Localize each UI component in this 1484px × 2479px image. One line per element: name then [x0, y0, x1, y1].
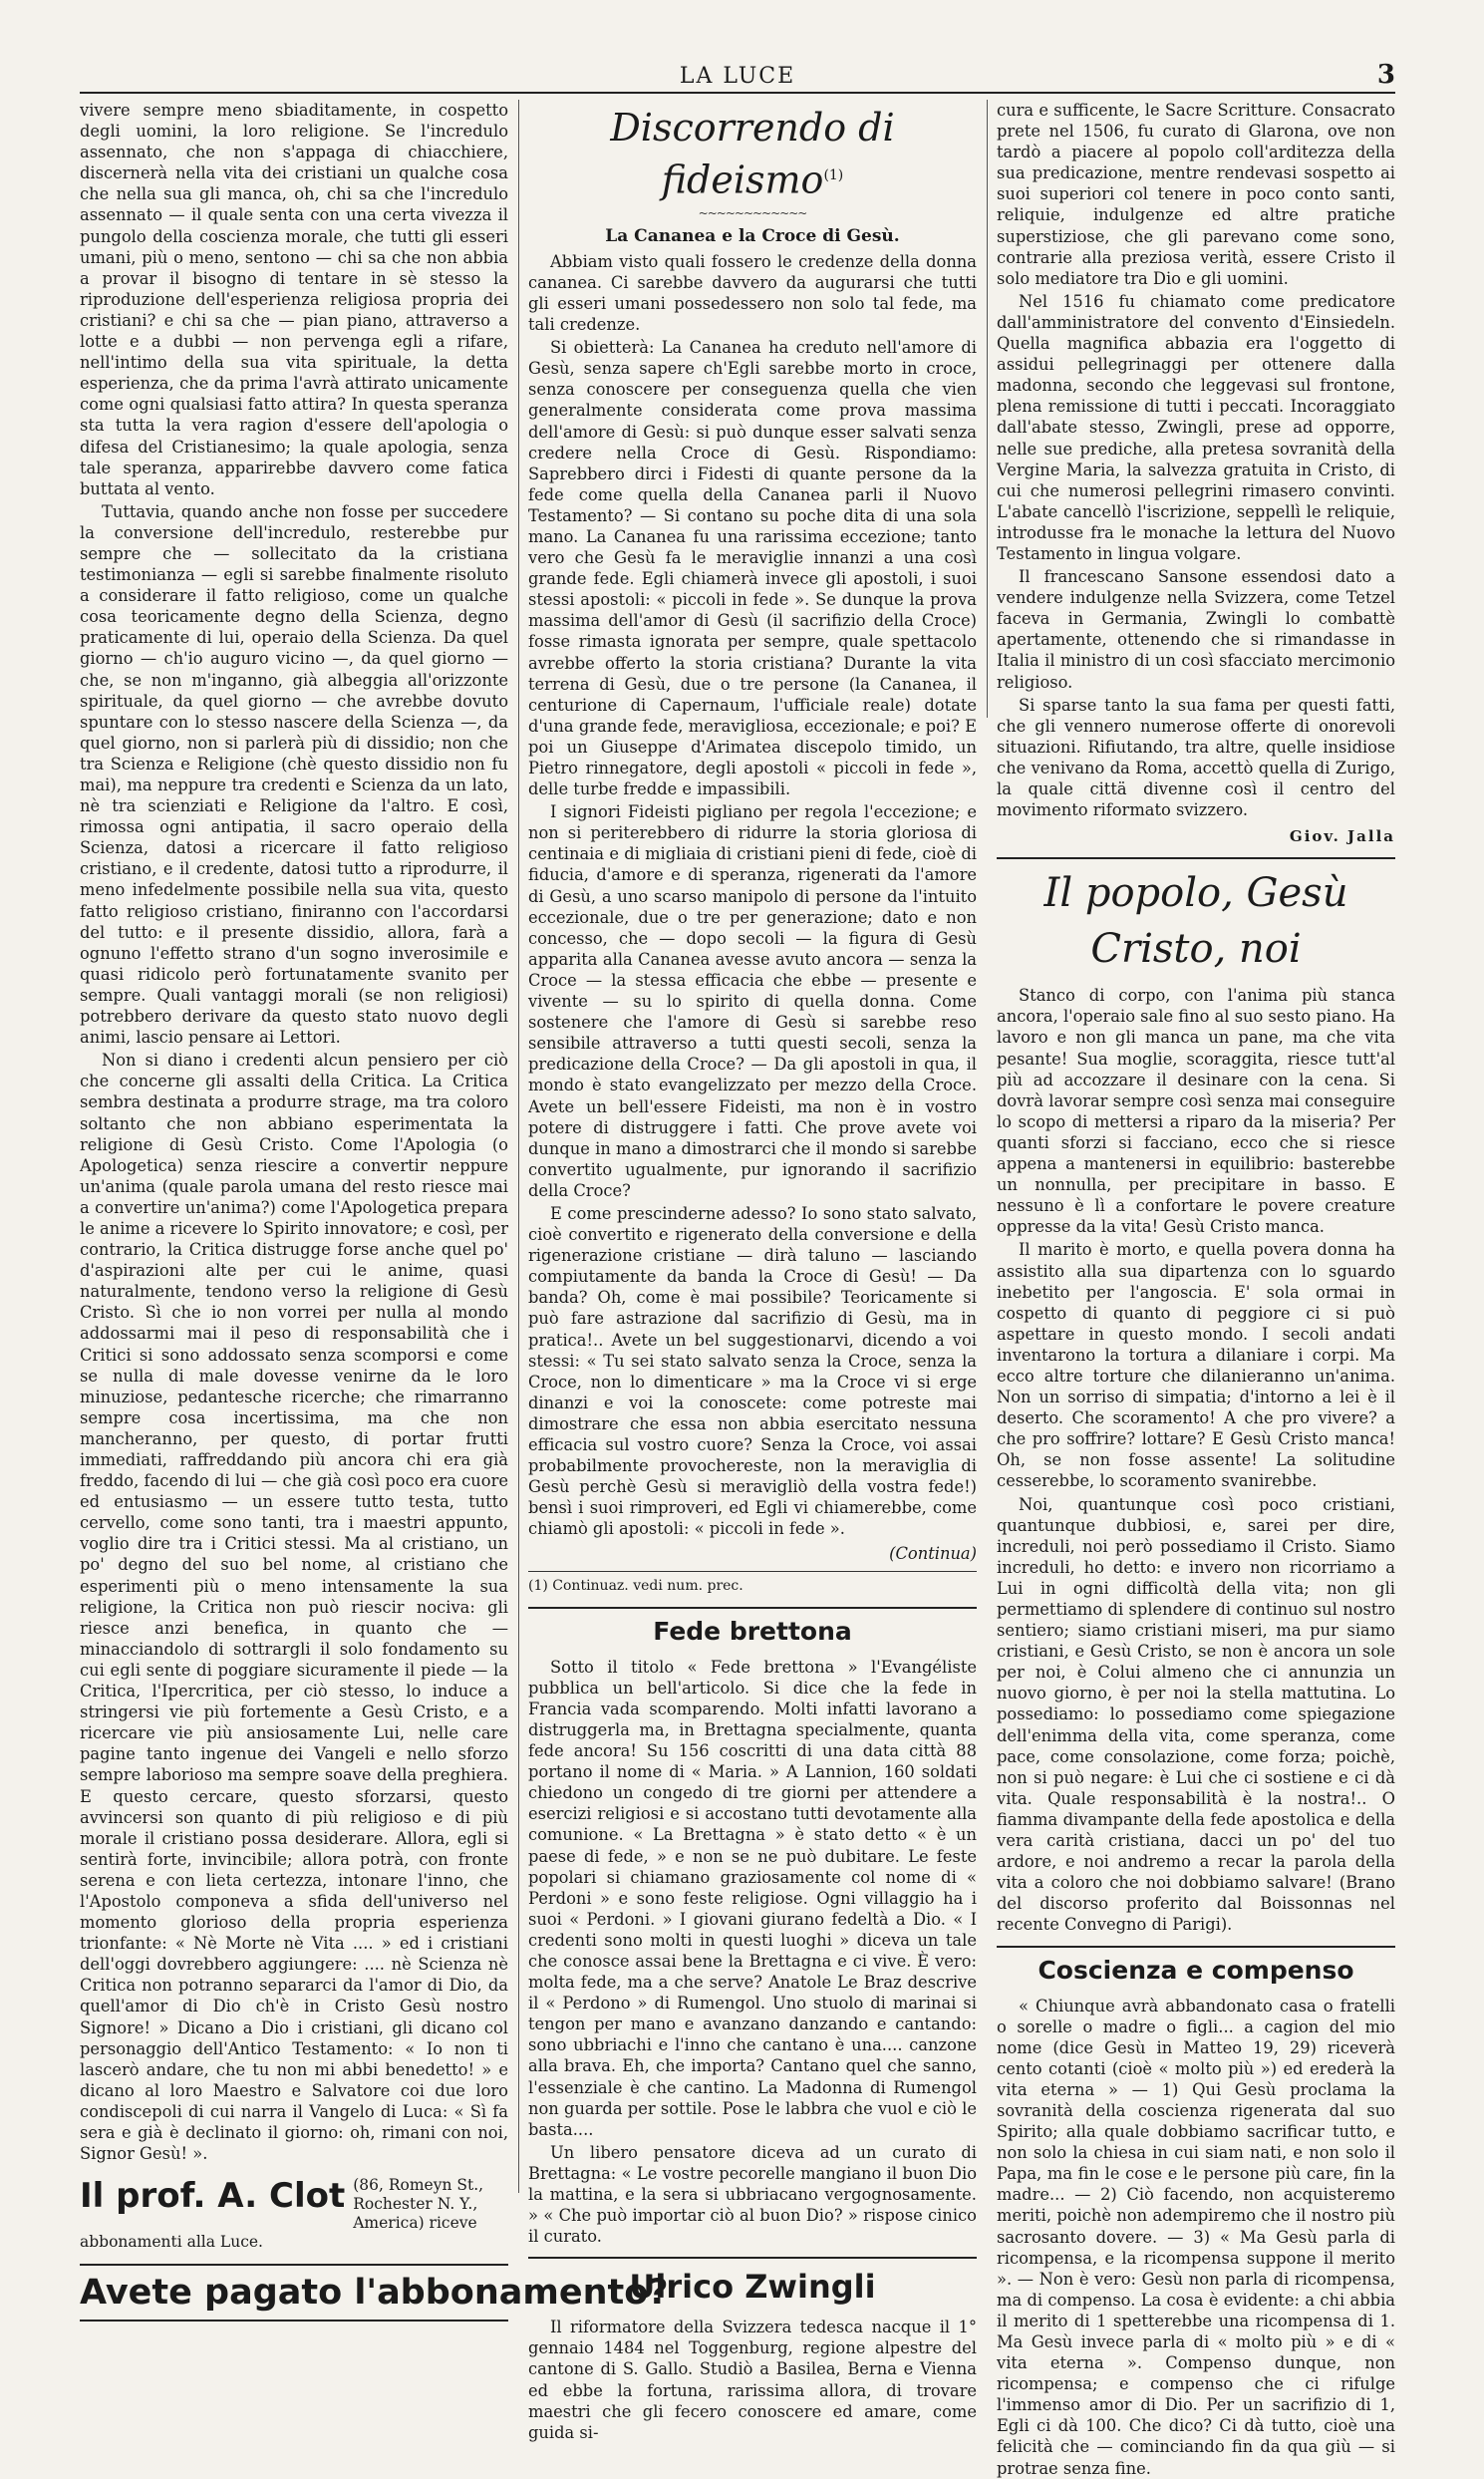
- continued-note: (Continua): [889, 1544, 977, 1564]
- paragraph: I signori Fideisti pigliano per regola l'eccezione; e non si periterebbero di ridurre la storia gloriosa di centinaia e di migliaia di cristiani pieni di fede, cioè di fiducia, d'amore e di speranza, rigenerati da l'amore di Gesù, a uno scarso manipolo di persone da l'intuito eccezionale, due o tre per generazione; dato e non concesso, che — dopo secoli — la figura di Gesù apparita alla Cananea avesse avuto ancora — senza la Croce — la stessa efficacia che ebbe — presente e vivente — su lo spirito di quella donna. Come sostenere che l'amore di Gesù si sarebbe reso sensibile attraverso a tutti questi secoli, senza la predicazione della Croce? — Da gli apostoli in qua, il mondo è stato evangelizzato per mezzo della Croce. Avete un bell'essere Fideisti, ma non è in vostro potere di distruggere i fatti. Che prove avete voi dunque in mano a dimostrarci che il mondo si sarebbe convertito ugualmente, pur ignorando il sacrifizio della Croce?: [528, 802, 977, 1200]
- paragraph: « Chiunque avrà abbandonato casa o fratelli o sorelle o madre o figli... a cagion del mio nome (dice Gesù in Matteo 19, 29) riceverà cento cotanti (cioè « molto più ») ed erederà la vita eterna » — 1) Qui Gesù proclama la sovranità della coscienza rigenerata dal suo Spirito; alla quale dobbiamo sacrificar tutto, e non solo la chiesa in cui siam nati, e non solo il Papa, ma fin le cose e le persone più care, fin la madre... — 2) Ciò facendo, non acquisteremo meriti, poichè non adempiremo che il nostro più sacrosanto dovere. — 3) « Ma Gesù parla di ricompensa, e la ricompensa suppone il merito ». — Non è vero: Gesù non parla di ricompensa, ma di compenso. La cosa è evidente: a chi abbia il merito di 1 spetterebbe una ricompensa di 1. Ma Gesù invece parla di « molto più » e di « vita eterna ». Compenso dunque, non ricompensa; e compenso che ci rifulge l'immenso amor di Dio. Per un sacrifizio di 1, Egli ci dà 100. Che dico? Ci dà tutto, cioè una felicità che — cominciando fin da qua giù — si protrae senza fine.: [997, 1996, 1395, 2478]
- paragraph: cura e sufficente, le Sacre Scritture. Consacrato prete nel 1506, fu curato di Glarona, ove non tardò a piacere al popolo coll'arditezza della sua predicazione, mentre rendevasi sospetto ai suoi superiori col tenere in poco conto santi, reliquie, indulgenze ed altre pratiche superstiziose, che gli parevano come sono, contrarie alla preziosa verità, essere Cristo il solo mediatore tra Dio e gli uomini.: [997, 101, 1395, 288]
- article-title: Fede brettona: [653, 1616, 852, 1646]
- article-title: Coscienza e compenso: [1038, 1955, 1354, 1985]
- footnote: (1) Continuaz. vedi num. prec.: [528, 1571, 977, 1597]
- paragraph: Il riformatore della Svizzera tedesca nacque il 1° gennaio 1484 nel Toggenburg, regione alpestre del cantone di S. Gallo. Studiò a Basilea, Berna e Vienna ed ebbe la fortuna, rarissima allora, di trovare maestri che gli fecero conoscere ed amare, come guida si-: [528, 2318, 977, 2442]
- paragraph: Abbiam visto quali fossero le credenze della donna cananea. Ci sarebbe davvero da augurarsi che tutti gli esseri umani possedessero non solo tal fede, ma tali credenze.: [528, 251, 977, 335]
- column-divider: [518, 100, 519, 2193]
- subscription-notice: [80, 2176, 508, 2252]
- payment-reminder: Avete pagato l'abbonamento?: [80, 2264, 508, 2322]
- section-rule: [997, 1946, 1395, 1948]
- section-rule: [528, 1607, 977, 1609]
- section-rule: [528, 2257, 977, 2259]
- paragraph: Il francescano Sansone essendosi dato a vendere indulgenze nella Svizzera, come Tetzel faceva in Germania, Zwingli lo combattè apertamente, ottenendo che si rimandasse in Italia il ministro di un così sfacciato mercimonio religioso.: [997, 567, 1395, 692]
- paragraph: E come prescinderne adesso? Io sono stato salvato, cioè convertito e rigenerato della conversione e della rigenerazione cristiane — dirà taluno — lasciando compiutamente da banda la Croce di Gesù! — Da banda? Oh, come è mai possibile? Teoricamente si può fare astrazione dal sacrifizio di Gesù, ma in pratica!.. Avete un bel suggestionarvi, dicendo a voi stessi: « Tu sei stato salvato senza la Croce, senza la Croce, non lo dimenticare » ma la Croce vi si erge dinanzi e voi la conoscete: come potreste mai dimostrare che essa non abbia esercitato nessuna efficacia sul vostro cuore? Senza la Croce, voi assai probabilmente provochereste, non la meraviglia di Gesù perchè Gesù si meravigliò della vostra fede!) bensì i suoi rimproveri, ed Egli vi chiamerebbe, come chiamò gli apostoli: « piccoli in fede ».: [528, 1203, 977, 1539]
- paragraph: Il marito è morto, e quella povera donna ha assistito alla sua dipartenza con lo sguardo inebetito per l'angoscia. E' sola ormai in cospetto di quanto di peggiore ci si può aspettare in questo mondo. I secoli andati inventarono la tortura a dilaniare i corpi. Ma ecco altre torture che dilanieranno un'anima. Non un sorriso di simpatia; d'intorno a lei è il deserto. Che scoramento! A che pro vivere? a che pro soffrire? lottare? E Gesù Cristo manca! Oh, se non fosse assente! La solitudine cesserebbe, lo scoramento svanirebbe.: [997, 1240, 1395, 1491]
- footnote-marker: (1): [823, 167, 844, 183]
- article-title: [528, 104, 977, 204]
- article-title: Ulrico Zwingli: [629, 2268, 876, 2307]
- paragraph: Noi, quantunque così poco cristiani, quantunque dubbiosi, e, sarei per dire, increduli, noi però possediamo il Cristo. Siamo increduli, ho detto: e invero non ricorriamo a Lui in ogni difficoltà della vita; non gli permettiamo di splendere di continuo sul nostro sentiero; siamo cristiani miseri, ma pur siamo cristiani, e Gesù Cristo, se non è ancora un sole per noi, è Colui almeno che ci annunzia un nuovo giorno, è per noi la stella mattutina. Lo possediamo: lo possediamo come spiegazione dell'enimma della vita, come speranza, come pace, come consolazione, come forza; poichè, non si può negare: è Lui che ci sostiene e ci dà vita. Quale responsabilità è la nostra!.. O fiamma divampante della fede apostolica e della vera carità cristiana, dacci un po' del tuo ardore, e noi andremo a recar la parola della vita a coloro che noi dobbiamo salvare! (Brano del discorso proferito dal Boissonnas nel recente Convegno di Parigi).: [997, 1494, 1395, 1935]
- article-title-text: Discorrendo di fideismo: [610, 106, 895, 202]
- paragraph: Sotto il titolo « Fede brettona » l'Evangéliste pubblica un bell'articolo. Si dice che la fede in Francia vada scomparendo. Molti infatti lavorano a distruggerla ma, in Brettagna specialmente, quanta fede ancora! Su 156 coscritti di una data città 88 portano il nome di « Maria. » A Lannion, 160 soldati chiedono un congedo di tre giorni per attendere a esercizi religiosi e si accostano tutti devotamente alla comunione. « La Brettagna » è stato detto « è un paese di fede, » e non se ne può dubitare. Le feste popolari si chiamano graziosamente col nome di « Perdoni » e sono feste religiose. Ogni villaggio ha i suoi « Perdoni. » I giovani giurano fedeltà a Dio. « I credenti sono molti in questi luoghi » diceva un tale che conosce assai bene la Brettagna e ci vive. È vero: molta fede, ma a che serve? Anatole Le Braz descrive il « Perdono » di Rumengol. Uno stuolo di marinai si tengon per mano e avanzano danzando e cantando: sono ubbriachi e l'inno che cantano è una.... canzone alla brava. Eh, che importa? Cantano quel che sanno, l'essenziale è che cantino. La Madonna di Rumengol non guarda per sottile. Pose le labbra che vuol e ciò le basta....: [528, 1657, 977, 2139]
- column-3: [997, 100, 1395, 2479]
- ornament: ~~~~~~~~~~~~: [698, 205, 807, 220]
- paragraph: Stanco di corpo, con l'anima più stanca ancora, l'operaio sale fino al suo sesto piano. Ha lavoro e non gli manca un pane, ma che vita pesante! Sua moglie, scoraggita, riesce tutt'al più ad accozzare il desinare con la cena. Si dovrà lavorar sempre così senza mai conseguire lo scopo di mettersi a riparo da la miseria? Per quanti sforzi si facciano, ecco che si riesce appena a mantenersi in equilibrio: basterebbe un nonnulla, per precipitare in basso. E nessuno è lì a confortare le povere creature oppresse da la vita! Gesù Cristo manca.: [997, 986, 1395, 1237]
- paragraph: Tuttavia, quando anche non fosse per succedere la conversione dell'incredulo, resterebbe pur sempre che — sollecitato da la cristiana testimonianza — egli si sarebbe finalmente risoluto a considerare il fatto religioso, come un qualche cosa teoricamente degno della Scienza, degno praticamente di lui, operaio della Scienza. Da quel giorno — ch'io auguro vicino —, da quel giorno — che, se non m'inganno, già albeggia all'orizzonte spirituale, da quel giorno — che avrebbe dovuto spuntare con lo stesso nascere della Scienza —, da quel giorno, non si parlerà più di dissidio; non che tra Scienza e Religione (chè questo dissidio non fu mai), ma neppure tra credenti e Scienza da un lato, nè tra scienziati e Religione da l'altro. E così, rimossa ogni antipatia, il sacro operaio della Scienza, datosi a ricercare il fatto religioso cristiano, e il credente, datosi tutto a riprodurre, il meno infedelmente possibile nella sua vita, questo fatto religioso cristiano, finiranno con l'accordarsi del tutto: e il presente dissidio, allora, farà a ognuno l'effetto strano d'un sogno inverosimile e quasi ridicolo però fortunatamente svanito per sempre. Quali vantaggi morali (se non religiosi) potrebbero derivare da questo stato nuovo degli animi, lascio pensare ai Lettori.: [80, 501, 508, 1048]
- paragraph: Si sparse tanto la sua fama per questi fatti, che gli vennero numerose offerte di onorevoli situazioni. Rifiutando, tra altre, quelle insidiose che venivano da Roma, accettò quella di Zurigo, la quale cittä divenne così il centro del movimento riformato svizzero.: [997, 695, 1395, 820]
- page-number: 3: [1376, 60, 1395, 90]
- paragraph: Un libero pensatore diceva ad un curato di Brettagna: « Le vostre pecorelle mangiano il buon Dio la mattina, e la sera si ubbriacano vergognosamente. » « Che può importar ciò al buon Dio? » rispose cinico il curato.: [528, 2142, 977, 2247]
- notice-text: (86, Romeyn St., Rochester N. Y., America) riceve abbonamenti alla Luce.: [80, 2176, 484, 2252]
- column-2: [528, 100, 977, 2443]
- paragraph: vivere sempre meno sbiaditamente, in cospetto degli uomini, la loro religione. Se l'incredulo assennato, che non s'appaga di chiacchiere, discernerà nella vita dei cristiani un qualche cosa che nella sua gli manca, oh, chi sa che l'incredulo assennato — il quale senta con una certa vivezza il pungolo della coscienza morale, che tutti gli esseri umani, più o meno, sentono — chi sa che non abbia a provar il bisogno di tentare in sè stesso la riproduzione dell'esperienza religiosa propria dei cristiani? e chi sa che — pian piano, attraverso a lotte e a dubbi — non pervenga egli a rifare, nell'intimo della sua vita spirituale, la detta esperienza, che da prima l'avrà attirato unicamente come ogni qualsiasi fatto attira? In questa speranza sta tutta la vera ragion d'essere dell'apologia o difesa del Cristianesimo; la quale apologia, senza tale speranza, apparirebbe davvero come fatica buttata al vento.: [80, 101, 508, 498]
- paragraph: Non si diano i credenti alcun pensiero per ciò che concerne gli assalti della Critica. La Critica sembra destinata a produrre strage, ma tra coloro soltanto che non abbiano esperimentata la religione di Gesù Cristo. Come l'Apologia (o Apologetica) senza riescire a convertir neppure un'anima (quale parola umana del resto riesce mai a convertire un'anima?) come l'Apologetica prepara le anime a ricevere lo Spirito innovatore; e così, per contrario, la Critica distrugge forse anche quel po' d'aspirazioni alte per cui le anime, quasi naturalmente, tendono verso la religione di Gesù Cristo. Sì che io non vorrei per nulla al mondo addossarmi mai il peso di responsabilità che i Critici si sono addossato senza scomporsi e come se nulla di male dovesse venirne da le loro minuziose, pedantesche ricerche; che rimarranno sempre cosa incertissima, ma che non mancheranno, per questo, di portar frutti immediati, raffreddando più ancora chi era già freddo, facendo di lui — che già così poco era cuore ed entusiasmo — un essere tutto testa, tutto cervello, come sono tanti, tra i maestri appunto, voglio dire tra i Critici stessi. Ma al cristiano, un po' degno del suo bel nome, al cristiano che esperimenti più o meno intensamente la sua religione, la Critica non può riescir nociva: gli riesce anzi benefica, in quanto che — minacciandolo di sottrargli il solo fondamento su cui egli sente di poggiare sicuramente il piede — la Critica, l'Ipercritica, per ciò stesso, lo induce a stringersi vie più fortemente a Gesù Cristo, e a ricercare vie più ansiosamente Lui, nelle care pagine tanto ingenue dei Vangeli e nello sforzo sempre laborioso ma sempre soave della preghiera. E questo cercare, questo sforzarsi, questo avvincersi son quanto di più religioso e di più morale il cristiano possa desiderare. Allora, egli si sentirà forte, invincibile; allora potrà, con fronte serena e con lieta certezza, intonare l'inno, che l'Apostolo componeva a sfida dell'universo nel momento glorioso della propria esperienza trionfante: « Nè Morte nè Vita .... » ed i cristiani dell'oggi dovrebbero aggiungere: .... nè Scienza nè Critica non potranno separarci da l'amor di Dio, da quell'amor di Dio ch'è in Cristo Gesù nostro Signore! » Dicano a Dio i cristiani, gli dicano col personaggio dell'Antico Testamento: « Io non ti lascerò andare, che tu non mi abbi benedetto! » e dicano al loro Maestro e Salvatore coi due loro condiscepoli di cui narra il Vangelo di Luca: « Sì fa sera e già è declinato il giorno: oh, rimani con noi, Signor Gesù! ».: [80, 1051, 508, 2164]
- notice-name: Il prof. A. Clot: [80, 2176, 346, 2217]
- article-title: Il popolo, Gesù Cristo, noi: [1043, 870, 1348, 973]
- column-divider: [987, 100, 988, 718]
- paragraph: Nel 1516 fu chiamato come predicatore dall'amministratore del convento d'Einsiedeln. Quella magnifica abbazia era l'oggetto di assidui pellegrinaggi per ottenere dalla madonna, secondo che leggevasi sul frontone, plena remissione di tutti i peccati. Incoraggiato dall'abate stesso, Zwingli, prese ad opporre, nelle sue prediche, alla pretesa sovranità della Vergine Maria, la salvezza gratuita in Cristo, di cui che numerosi pellegrini rimasero convinti. L'abate cancellò l'iscrizione, seppellì le reliquie, introdusse fra le monache la lettura del Nuovo Testamento in lingua volgare.: [997, 291, 1395, 563]
- author-signature: Giov. Jalla: [1289, 827, 1395, 846]
- newspaper-title: LA LUCE: [679, 64, 796, 89]
- article-subtitle: La Cananea e la Croce di Gesù.: [605, 225, 900, 246]
- paragraph: Si obietterà: La Cananea ha creduto nell'amore di Gesù, senza sapere ch'Egli sarebbe morto in croce, senza conoscere per conseguenza quella che vien generalmente considerata come prova massima dell'amore di Gesù: si può dunque esser salvati senza credere nella Croce di Gesù. Rispondiamo: Saprebbero dirci i Fidesti di quante persone da la fede come quella della Cananea parli il Nuovo Testamento? — Si contano su poche dita di una sola mano. La Cananea fu una rarissima eccezione; tanto vero che Gesù fa le meraviglie innanzi a una così grande fede. Egli chiamerà invece gli apostoli, i suoi stessi apostoli: « piccoli in fede ». Se dunque la prova massima dell'amor di Gesù (il sacrifizio della Croce) fosse rimasta ignorata per sempre, quale spettacolo avrebbe offerto la storia cristiana? Durante la vita terrena di Gesù, due o tre persone (la Cananea, il centurione di Capernaum, l'ufficiale reale) dotate d'una grande fede, meravigliosa, eccezionale; e poi? E poi un Giuseppe d'Arimatea discepolo timido, un Pietro rinnegatore, degli apostoli « piccoli in fede », delle turbe fredde e impassibili.: [528, 338, 977, 799]
- section-rule: [997, 857, 1395, 859]
- masthead: [80, 62, 1395, 94]
